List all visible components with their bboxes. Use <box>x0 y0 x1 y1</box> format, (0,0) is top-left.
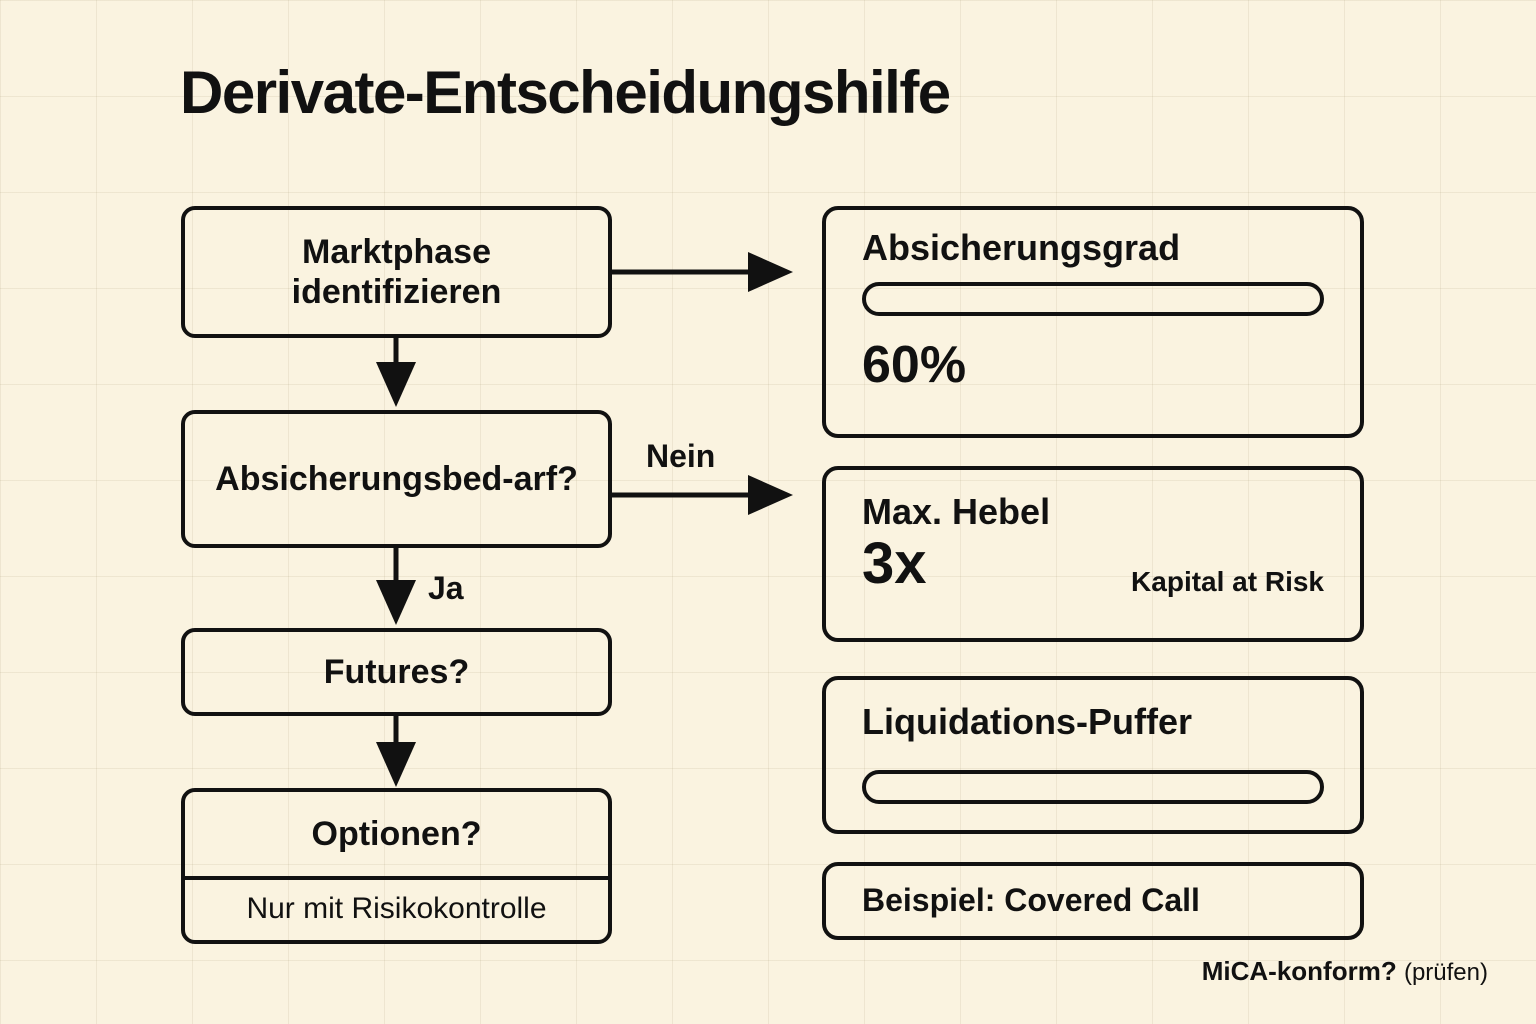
card-liquidations-puffer-title: Liquidations-Puffer <box>862 701 1192 742</box>
card-beispiel-label: Beispiel: Covered Call <box>862 882 1200 919</box>
flow-node-absicherungsbedarf[interactable] <box>181 410 612 548</box>
card-absicherungsgrad-title: Absicherungsgrad <box>862 227 1181 268</box>
page-title: Derivate-Entscheidungshilfe <box>180 59 950 126</box>
footnote-mica <box>1202 956 1488 987</box>
flow-node-optionen[interactable] <box>181 788 612 944</box>
card-liquidations-puffer[interactable] <box>822 676 1364 834</box>
flow-node-optionen-label: Optionen? <box>311 815 482 853</box>
card-max-hebel-note: Kapital at Risk <box>1131 566 1324 598</box>
card-max-hebel-title: Max. Hebel <box>862 491 1051 532</box>
flow-node-absicherungsbedarf-label: Absicherungsbed-arf? <box>215 459 578 498</box>
hedge-ratio-progress-bar[interactable] <box>862 282 1324 316</box>
flow-node-futures-label: Futures? <box>323 652 470 691</box>
card-absicherungsgrad-value: 60% <box>862 335 967 394</box>
flow-node-optionen-sub: Nur mit Risikokontrolle <box>185 876 608 936</box>
flow-node-futures[interactable] <box>181 628 612 716</box>
card-max-hebel-value: 3x <box>862 530 927 596</box>
card-max-hebel[interactable] <box>822 466 1364 642</box>
card-absicherungsgrad[interactable] <box>822 206 1364 438</box>
card-beispiel[interactable] <box>822 862 1364 940</box>
edge-label-nein: Nein <box>646 438 716 474</box>
footnote-mica-main: MiCA-konform? <box>1201 956 1397 986</box>
liquidation-buffer-progress-bar[interactable] <box>862 770 1324 804</box>
flow-node-marktphase-label: Marktphase identifizieren <box>291 232 502 311</box>
flow-node-marktphase[interactable] <box>181 206 612 338</box>
footnote-mica-hint: (prüfen) <box>1403 959 1488 986</box>
edge-label-ja: Ja <box>428 570 464 606</box>
